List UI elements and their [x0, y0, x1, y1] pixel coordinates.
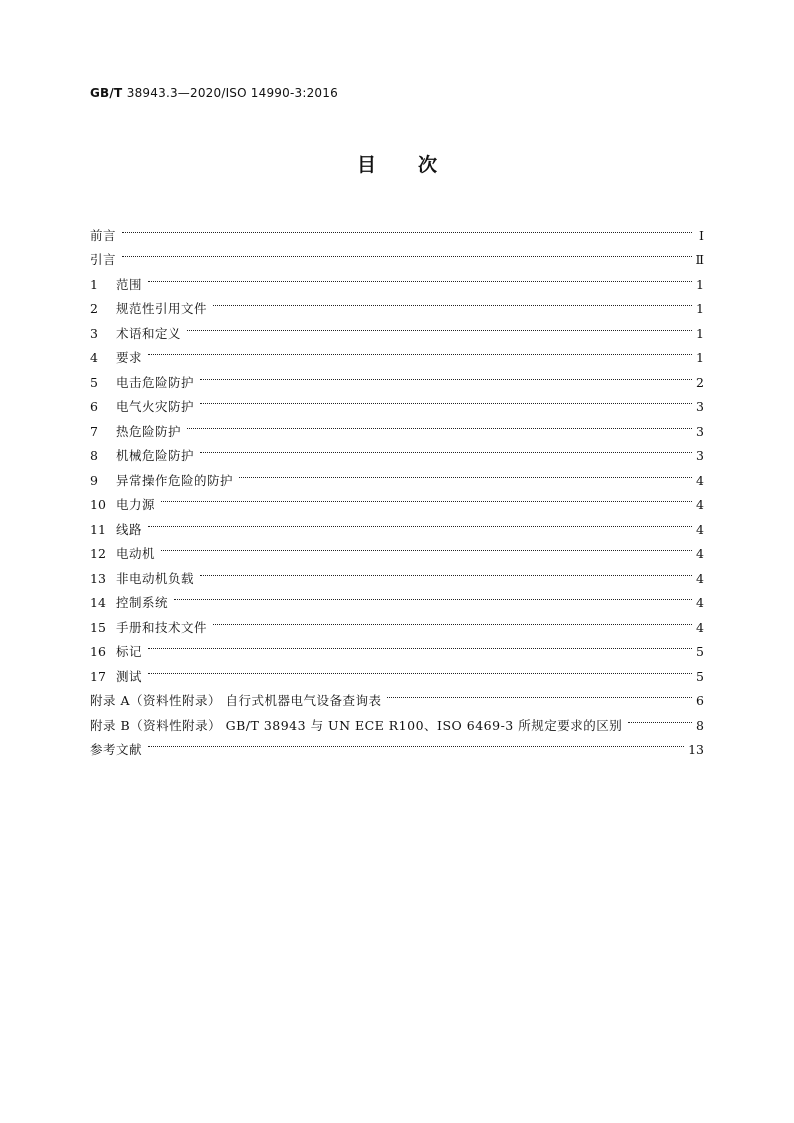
toc-entry-page-number: 4 — [696, 570, 704, 586]
standard-prefix: GB/T — [90, 86, 123, 100]
toc-entry-page-number: 4 — [696, 472, 704, 488]
toc-dot-leader — [122, 215, 692, 240]
toc-dot-leader — [213, 607, 692, 632]
toc-entry-page-number: 4 — [696, 619, 704, 635]
toc-dot-leader — [161, 534, 692, 559]
toc-entry-page-number: 8 — [696, 717, 704, 733]
toc-dot-leader — [148, 509, 692, 534]
toc-entry-label: 电击危险防护 — [116, 374, 195, 390]
toc-dot-leader — [148, 730, 684, 755]
toc-entry-number: 8 — [90, 448, 98, 463]
toc-entry-number: 1 — [90, 276, 98, 292]
toc-dot-leader — [200, 387, 692, 412]
toc-entry-label: 附录 A（资料性附录） 自行式机器电气设备查询表 — [90, 693, 382, 708]
table-of-contents — [90, 215, 704, 757]
toc-entry-number: 9 — [90, 472, 98, 488]
toc-entry-label: 测试 — [116, 668, 143, 684]
toc-dot-leader — [187, 411, 692, 436]
toc-entry-page-number: 3 — [696, 423, 704, 439]
toc-entry-label: 控制系统 — [116, 595, 169, 610]
toc-entry[interactable] — [90, 338, 704, 363]
toc-entry-number: 17 — [90, 668, 106, 684]
toc-entry-label: 手册和技术文件 — [116, 619, 208, 635]
toc-entry-page-number: 1 — [696, 276, 704, 292]
toc-dot-leader — [122, 240, 691, 265]
toc-dot-leader — [148, 264, 692, 289]
toc-entry-label: 电气火灾防护 — [116, 399, 195, 414]
toc-entry-label: 引言 — [90, 252, 117, 267]
toc-dot-leader — [174, 583, 692, 608]
toc-entry-number: 6 — [90, 399, 98, 414]
toc-entry-number: 11 — [90, 521, 106, 537]
toc-entry-number: 2 — [90, 301, 98, 316]
toc-entry-label: 规范性引用文件 — [116, 301, 208, 316]
toc-entry[interactable] — [90, 264, 704, 292]
toc-entry[interactable] — [90, 681, 704, 706]
toc-entry-number: 5 — [90, 374, 98, 390]
toc-entry-label: 要求 — [116, 350, 143, 365]
toc-entry-label: 非电动机负载 — [116, 570, 195, 586]
toc-dot-leader — [148, 338, 692, 363]
toc-entry-page-number: 1 — [696, 350, 704, 365]
toc-dot-leader — [213, 289, 692, 314]
toc-dot-leader — [239, 460, 692, 485]
toc-entry[interactable] — [90, 656, 704, 684]
toc-entry-number: 7 — [90, 423, 98, 439]
toc-entry-page-number: 3 — [696, 448, 704, 463]
toc-entry[interactable] — [90, 607, 704, 635]
toc-entry-label: 机械危险防护 — [116, 448, 195, 463]
toc-entry-page-number: 5 — [696, 644, 704, 659]
toc-entry-label: 参考文献 — [90, 742, 143, 757]
toc-entry[interactable] — [90, 558, 704, 586]
toc-entry-number: 4 — [90, 350, 98, 365]
toc-entry-page-number: 6 — [696, 693, 704, 708]
toc-entry-number: 14 — [90, 595, 106, 610]
toc-entry-page-number: Ⅰ — [699, 227, 704, 243]
toc-entry-number: 16 — [90, 644, 106, 659]
toc-entry-page-number: 2 — [696, 374, 704, 390]
toc-dot-leader — [628, 705, 692, 730]
toc-entry-label: 电动机 — [116, 546, 156, 561]
toc-dot-leader — [187, 313, 692, 338]
toc-entry-page-number: 4 — [696, 497, 704, 512]
toc-entry[interactable] — [90, 289, 704, 314]
toc-entry-page-number: 4 — [696, 521, 704, 537]
toc-entry[interactable] — [90, 583, 704, 608]
toc-entry-label: 前言 — [90, 227, 117, 243]
standard-number — [90, 86, 338, 100]
toc-entry-number: 12 — [90, 546, 106, 561]
toc-dot-leader — [148, 656, 692, 681]
toc-dot-leader — [200, 436, 692, 461]
toc-entry[interactable] — [90, 509, 704, 537]
toc-entry[interactable] — [90, 485, 704, 510]
toc-dot-leader — [387, 681, 692, 706]
toc-entry[interactable] — [90, 240, 704, 265]
toc-entry-label: 范围 — [116, 276, 143, 292]
toc-entry[interactable] — [90, 215, 704, 243]
toc-entry-label: 标记 — [116, 644, 143, 659]
toc-entry-page-number: 5 — [696, 668, 704, 684]
toc-entry-page-number: 1 — [696, 325, 704, 341]
toc-dot-leader — [200, 362, 692, 387]
toc-entry[interactable] — [90, 730, 704, 755]
toc-entry[interactable] — [90, 534, 704, 559]
toc-entry-page-number: Ⅱ — [695, 252, 704, 267]
toc-dot-leader — [161, 485, 692, 510]
toc-entry-page-number: 4 — [696, 595, 704, 610]
toc-entry-label: 附录 B（资料性附录） GB/T 38943 与 UN ECE R100、ISO 6469-3 所规定要求的区别 — [90, 717, 623, 733]
toc-entry-number: 10 — [90, 497, 106, 512]
toc-entry-number: 15 — [90, 619, 106, 635]
toc-entry[interactable] — [90, 632, 704, 657]
toc-entry[interactable] — [90, 362, 704, 390]
toc-entry[interactable] — [90, 436, 704, 461]
toc-entry-page-number: 4 — [696, 546, 704, 561]
toc-entry-label: 线路 — [116, 521, 143, 537]
page-title: 目次 — [356, 154, 479, 176]
toc-entry-label: 异常操作危险的防护 — [116, 472, 234, 488]
toc-entry-page-number: 1 — [696, 301, 704, 316]
toc-entry-label: 电力源 — [116, 497, 156, 512]
toc-dot-leader — [148, 632, 692, 657]
toc-dot-leader — [200, 558, 692, 583]
toc-entry-page-number: 13 — [688, 742, 704, 757]
standard-code: 38943.3—2020/ISO 14990-3:2016 — [126, 86, 338, 100]
toc-entry-label: 热危险防护 — [116, 423, 182, 439]
toc-entry-label: 术语和定义 — [116, 325, 182, 341]
toc-entry-page-number: 3 — [696, 399, 704, 414]
toc-entry-number: 3 — [90, 325, 98, 341]
toc-entry-number: 13 — [90, 570, 106, 586]
